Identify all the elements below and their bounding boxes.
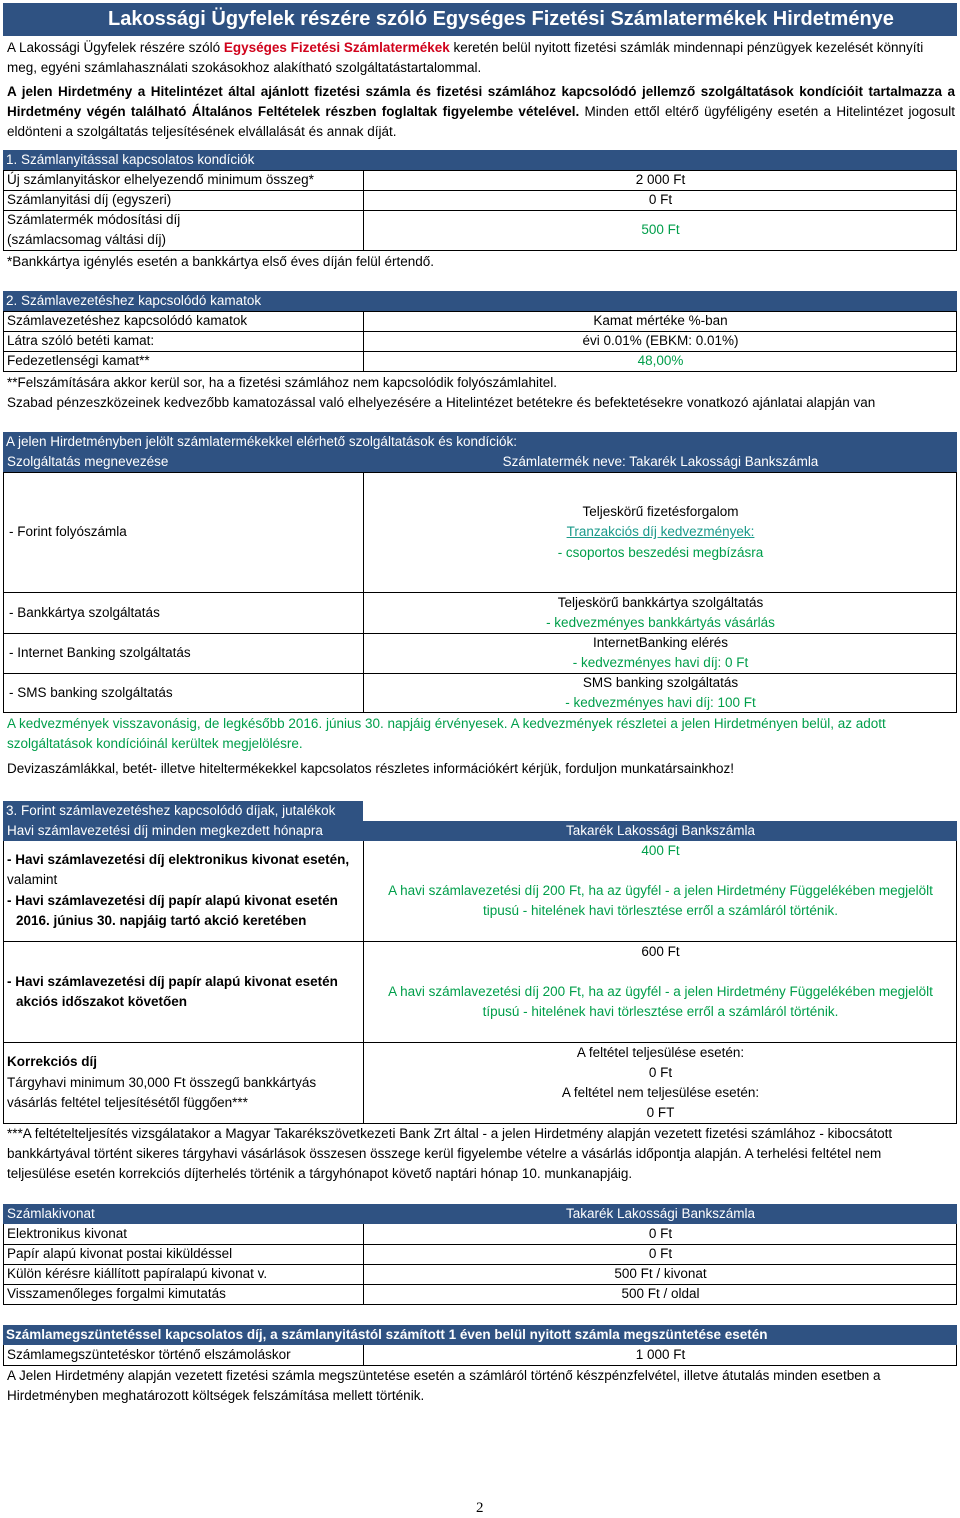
s3-b-cond-1: A havi számlavezetési díj 200 Ft, ha az ügyfél - a jelen Hirdetmény Függelékében megjelölt (388, 984, 933, 999)
services-green-note-2: szolgáltatások kondícióinál kerültek megjelölésre. (7, 736, 303, 751)
intro-text: A Lakossági Ügyfelek részére szóló (7, 40, 224, 55)
s3-a-price: 400 Ft (641, 843, 680, 858)
s3-k-v4: 0 FT (646, 1105, 675, 1120)
intro-text-2: keretén belül nyitott fizetési számlák mindennapi pénzügyek kezelését könnyíti (449, 40, 924, 55)
statement-col1: Számlakivonat (7, 1206, 95, 1221)
s1-row-value: 2 000 Ft (635, 172, 686, 187)
statement-row-value: 0 Ft (648, 1246, 673, 1261)
statement-row-label: Visszamenőleges forgalmi kimutatás (7, 1286, 226, 1301)
statement-col2: Takarék Lakossági Bankszámla (565, 1206, 756, 1221)
s3-col2: Takarék Lakossági Bankszámla (565, 823, 756, 838)
service-card-v1: Teljeskörű bankkártya szolgáltatás (557, 595, 764, 610)
section-3-header: 3. Forint számlavezetéshez kapcsolódó díjak, jutalékok (3, 801, 363, 821)
s1-mod-label: Számlatermék módosítási díj (7, 212, 181, 227)
closing-note-1: A Jelen Hirdetmény alapján vezetett fizetési számla megszüntetése esetén a számláról történő készpénzfelvétel, illetve átutalás minden esetben a (7, 1368, 881, 1383)
service-ib-v1: InternetBanking elérés (592, 635, 729, 650)
s3-note-1: ***A feltételteljesítés vizsgálatakor a Magyar Takarékszövetkezeti Bank Zrt által - a jelen Hirdetmény alapján vezetett fizetési számlához - kibocsátott (7, 1126, 893, 1141)
service-sms-v1: SMS banking szolgáltatás (582, 675, 739, 690)
notice-paragraph (7, 82, 955, 142)
s3-k-v1: A feltétel teljesülése esetén: (576, 1045, 745, 1060)
statement-row-value: 500 Ft / oldal (621, 1286, 700, 1301)
notice-bold: A jelen Hirdetmény a Hitelintézet által ajánlott fizetési számla és fizetési számlához kapcsolódó jellemző szolgáltatások kondícióit tartalmazza a Hirdetmény végén található Általános Feltételek részben foglaltak figyelembe vételével. (7, 84, 955, 119)
s2-row-value: évi 0.01% (EBKM: 0.01%) (582, 333, 739, 348)
s3-k-l2: vásárlás feltétel teljesítésétől függően*** (7, 1095, 248, 1110)
s2-row-label: Látra szóló betéti kamat: (7, 333, 155, 348)
page-number: 2 (476, 1500, 484, 1516)
closing-label: Számlamegszüntetéskor történő elszámoláskor (7, 1347, 291, 1362)
service-forint-v2: Tranzakciós díj kedvezmények: (566, 524, 755, 539)
notice-rest: Minden ettől eltérő ügyféligény esetén a Hitelintézet jogosult eldönteni a szolgáltatás teljesítésének elvállalását és annak díját. (7, 104, 955, 139)
closing-header: Számlamegszüntetéssel kapcsolatos díj, a számlanyitástól számított 1 éven belül nyitott számla megszüntetése esetén (3, 1325, 957, 1345)
statement-row-label: Elektronikus kivonat (7, 1226, 128, 1241)
s3-note-2: bankkártyával történt sikeres tárgyhavi vásárlások összesen összege kerül figyelembe vételre a vásárlás időpontja alapján. A terhelési feltétel nem (7, 1146, 882, 1161)
s2-col2: Kamat mértéke %-ban (593, 313, 728, 328)
service-card-v2: - kedvezményes bankkártyás vásárlás (546, 615, 775, 630)
statement-row-value: 0 Ft (648, 1226, 673, 1241)
service-forint-v1: Teljeskörű fizetésforgalom (582, 504, 739, 519)
s1-note: *Bankkártya igénylés esetén a bankkártya első éves díján felül értendő. (7, 254, 435, 269)
intro-highlight: Egységes Fizetési Számlatermékek (223, 40, 450, 55)
s3-b-l1: - Havi számlavezetési díj papír alapú kivonat esetén (7, 974, 338, 989)
intro-line-2: meg, egyéni számlahasználati szokásokhoz alakítható szolgáltatástartalommal. (7, 60, 482, 75)
s3-k-v3: A feltétel nem teljesülése esetén: (561, 1085, 760, 1100)
s3-a-cond-1: A havi számlavezetési díj 200 Ft, ha az ügyfél - a jelen Hirdetmény Függelékében megjelölt (388, 883, 933, 898)
page-title: Lakossági Ügyfelek részére szóló Egységes Fizetési Számlatermékek Hirdetménye (3, 3, 957, 36)
s3-k-l1: Tárgyhavi minimum 30,000 Ft összegű bankkártyás (7, 1075, 317, 1090)
closing-note-2: Hirdetményben meghatározott költségek felszámítása mellett történik. (7, 1388, 425, 1403)
s2-row-label: Fedezetlenségi kamat** (7, 353, 150, 368)
services-col1: Szolgáltatás megnevezése (7, 454, 169, 469)
section-1-header: 1. Számlanyitással kapcsolatos kondíciók (3, 150, 957, 170)
statement-row-label: Papír alapú kivonat postai kiküldéssel (7, 1246, 233, 1261)
s1-mod-value: 500 Ft (641, 222, 680, 237)
s2-note-1: **Felszámítására akkor kerül sor, ha a fizetési számlához nem kapcsolódik folyószámlahitel. (7, 375, 557, 390)
s3-b-price: 600 Ft (641, 944, 680, 959)
services-header: A jelen Hirdetményben jelölt számlatermékekkel elérhető szolgáltatások és kondíciók: (3, 432, 957, 452)
service-forint-label: - Forint folyószámla (9, 524, 127, 539)
s1-row-label: Számlanyitási díj (egyszeri) (7, 192, 172, 207)
s2-note-2: Szabad pénzeszközeinek kedvezőbb kamatozással való elhelyezésére a Hitelintézet betétekre és befektetésekre vonatkozó ajánlatai alapján van (7, 395, 876, 410)
service-ib-v2: - kedvezményes havi díj: 0 Ft (572, 655, 749, 670)
s3-a-l4: 2016. június 30. napjáig tartó akció keretében (16, 913, 307, 928)
s3-k-v2: 0 Ft (648, 1065, 673, 1080)
services-green-note: A kedvezmények visszavonásig, de legkésőbb 2016. június 30. napjáig érvényesek. A kedvezmények részletei a jelen Hirdetményen belül, az adott (7, 716, 886, 731)
s3-col1: Havi számlavezetési díj minden megkezdett hónapra (7, 823, 323, 838)
service-card-label: - Bankkártya szolgáltatás (9, 605, 160, 620)
closing-value: 1 000 Ft (635, 1347, 686, 1362)
s2-col1: Számlavezetéshez kapcsolódó kamatok (7, 313, 248, 328)
s3-b-l2: akciós időszakot követően (16, 994, 188, 1009)
s3-a-cond-2: tipusú - hitelének havi törlesztése erről a számláról történik. (483, 903, 838, 918)
s2-row-value: 48,00% (637, 353, 684, 368)
services-col2: Számlatermék neve: Takarék Lakossági Bankszámla (502, 454, 819, 469)
service-ib-label: - Internet Banking szolgáltatás (9, 645, 191, 660)
s3-a-l1: - Havi számlavezetési díj elektronikus kivonat esetén, (7, 852, 350, 867)
s3-a-l2: valamint (7, 872, 58, 887)
service-forint-v3: - csoportos beszedési megbízásra (557, 545, 764, 560)
service-sms-v2: - kedvezményes havi díj: 100 Ft (565, 695, 756, 710)
s3-a-l3: - Havi számlavezetési díj papír alapú kivonat esetén (7, 893, 338, 908)
s1-row-label: Új számlanyitáskor elhelyezendő minimum összeg* (7, 172, 314, 187)
s3-note-3: teljesülése esetén korrekciós díjterhelés történik a tárgyhónapot követő naptári hónap 10. munkanapjáig. (7, 1166, 633, 1181)
s3-b-cond-2: típusú - hitelének havi törlesztése erről a számláról történik. (482, 1004, 839, 1019)
section-2-header: 2. Számlavezetéshez kapcsolódó kamatok (3, 291, 957, 311)
service-sms-label: - SMS banking szolgáltatás (9, 685, 173, 700)
statement-row-label: Külön kérésre kiállított papíralapú kivonat v. (7, 1266, 268, 1281)
s1-row-value: 0 Ft (648, 192, 673, 207)
s1-mod-label-2: (számlacsomag váltási díj) (7, 232, 167, 247)
services-fx-note: Devizaszámlákkal, betét- illetve hiteltermékekkel kapcsolatos részletes információkért kérjük, forduljon munkatársainkhoz! (7, 761, 735, 776)
s3-k-title: Korrekciós díj (7, 1054, 98, 1069)
statement-row-value: 500 Ft / kivonat (614, 1266, 707, 1281)
intro-paragraph (7, 38, 957, 78)
